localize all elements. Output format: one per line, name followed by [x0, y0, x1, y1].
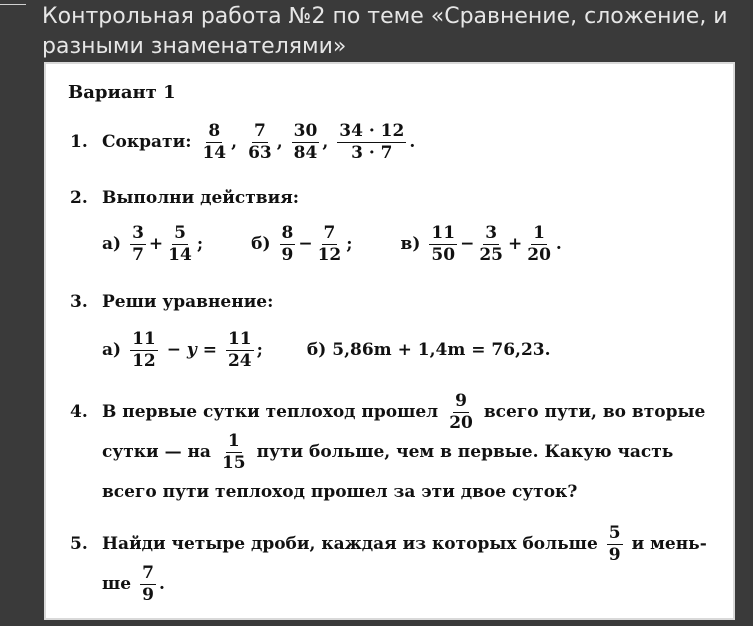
fraction: $\frac{1}{15}$ [221, 431, 246, 473]
fraction: $\frac{5}{9}$ [608, 523, 621, 565]
fraction: $\frac{34 \cdot 12}{3 \cdot 7}$ [339, 121, 405, 163]
fraction: $\frac{30}{84}$ [293, 121, 318, 163]
task-2 [70, 188, 299, 208]
task-3 [70, 292, 273, 312]
task-number: 3. [70, 292, 88, 312]
fraction: $\frac{3}{25}$ [479, 223, 503, 265]
task-number: 2. [70, 188, 88, 208]
task-number: 5. [70, 534, 88, 555]
task-2-items: а) $\frac{3}{7}$ + $\frac{5}{14}$ ; б) $\frac{8}{9}$ − $\frac{7}{12}$ ; в) $\frac{11}{50}$ − $\frac{3}{25}$ + $\frac{1}{20}$ . [102, 223, 562, 265]
fraction: $\frac{7}{9}$ [142, 563, 154, 605]
page-header [42, 2, 753, 62]
header-line-2: разными знаменателями» [42, 34, 347, 59]
fraction: $\frac{11}{24}$ [227, 329, 252, 371]
task-text: Выполни действия: [102, 188, 300, 208]
worksheet-paper [60, 70, 719, 612]
fraction: $\frac{8}{14}$ [202, 121, 227, 163]
task-text: Реши уравнение: [102, 292, 274, 312]
variant-title: Вариант 1 [68, 82, 176, 103]
task-3-items: а) $\frac{11}{12}$ − y = $\frac{11}{24}$ ; б) 5,86m + 1,4m = 76,23. [102, 329, 551, 371]
task-5-line-2: ше $\frac{7}{9}$ . [102, 563, 165, 605]
header-line-1: Контрольная работа №2 по теме «Сравнение, сложение, и [42, 4, 728, 29]
fraction: $\frac{5}{14}$ [168, 223, 192, 265]
task-1: 1. Сократи: $\frac{8}{14}$ , $\frac{7}{63}$ , $\frac{30}{84}$ , $\frac{34 \cdot 12}{3 \cdot 7}$ . [70, 121, 416, 163]
fraction: $\frac{3}{7}$ [132, 223, 144, 265]
fraction: $\frac{11}{12}$ [132, 329, 156, 371]
equation: 5,86m + 1,4m = 76,23. [332, 340, 551, 361]
fraction: $\frac{7}{63}$ [248, 121, 272, 163]
task-4-line-2: сутки — на $\frac{1}{15}$ пути больше, чем в первые. Какую часть [102, 431, 674, 473]
task-number: 4. [70, 402, 88, 423]
worksheet-image [44, 62, 735, 620]
fraction: $\frac{7}{12}$ [317, 223, 342, 265]
fraction: $\frac{9}{20}$ [449, 391, 473, 433]
corner-mark [0, 0, 26, 5]
fraction: $\frac{1}{20}$ [527, 223, 551, 265]
task-5: 5. Найди четыре дроби, каждая из которых больше $\frac{5}{9}$ и мень- [70, 523, 707, 565]
fraction: $\frac{8}{9}$ [281, 223, 294, 265]
fraction: $\frac{11}{50}$ [431, 223, 456, 265]
task-4: 4. В первые сутки теплоход прошел $\frac{9}{20}$ всего пути, во вторые [70, 391, 706, 433]
task-text: Сократи: [102, 132, 192, 153]
task-number: 1. [70, 132, 88, 153]
task-4-line-3: всего пути теплоход прошел за эти двое суток? [102, 482, 578, 502]
